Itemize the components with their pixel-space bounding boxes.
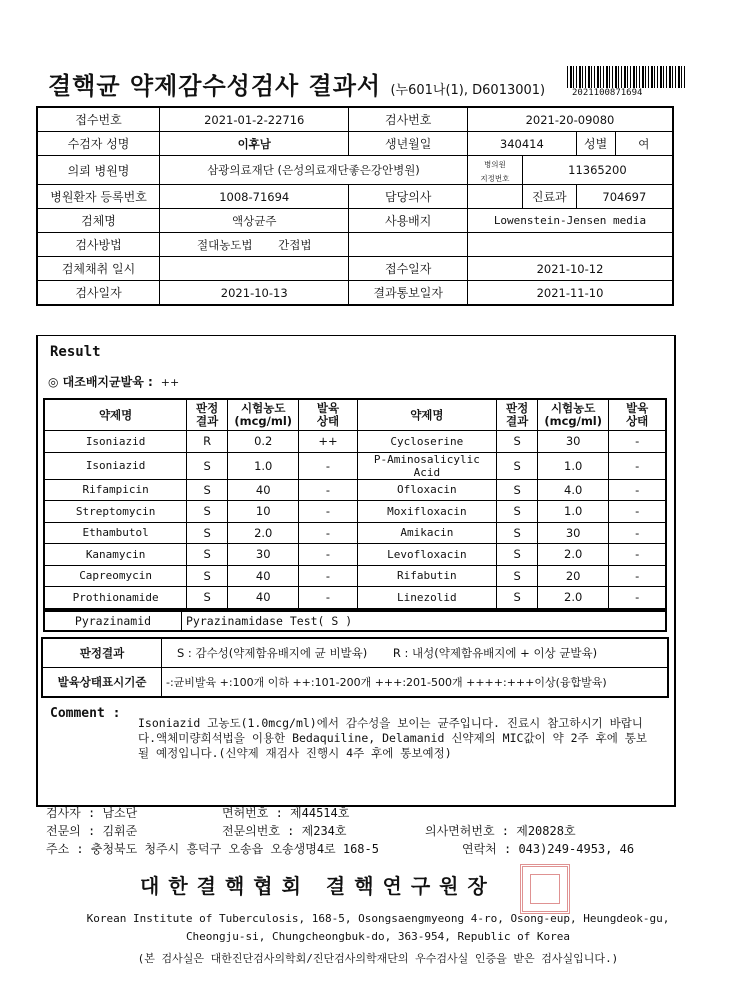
drug-cell-l-drug: Isoniazid xyxy=(44,452,187,479)
drug-cell-r-growth: - xyxy=(609,565,666,587)
address-en-1: Korean Institute of Tuberculosis, 168-5, Osongsaengmyeong 4-ro, Osong-eup, Heungdeok-gu, xyxy=(86,912,670,925)
pyrazinamide-label: Pyrazinamid xyxy=(44,611,182,631)
hospital: 삼광의료재단 (은성의료재단좋은강안병원) xyxy=(160,156,468,185)
drug-cell-l-growth: ++ xyxy=(299,431,357,453)
drug-cell-l-res: S xyxy=(187,565,228,587)
report-date-label: 결과통보일자 xyxy=(349,281,468,306)
drug-cell-l-res: S xyxy=(187,587,228,609)
drug-cell-r-growth: - xyxy=(609,452,666,479)
drug-cell-r-growth: - xyxy=(609,501,666,523)
drug-cell-l-conc: 1.0 xyxy=(228,452,299,479)
drug-cell-l-conc: 40 xyxy=(228,587,299,609)
judgement-s: S : 감수성(약제함유배지에 균 비발육) xyxy=(176,646,368,660)
hospital-code-label-2: 지정번호 xyxy=(480,174,510,183)
phone: 연락처 : 043)249-4953, 46 xyxy=(462,842,635,856)
drug-cell-r-growth: - xyxy=(609,587,666,609)
patient-name-label: 수검자 성명 xyxy=(37,132,160,156)
drug-cell-l-drug: Rifampicin xyxy=(44,479,187,501)
drug-cell-r-drug: P-Aminosalicylic Acid xyxy=(357,452,497,479)
dept: 704697 xyxy=(576,185,673,209)
drug-cell-l-conc: 2.0 xyxy=(228,522,299,544)
address: 주소 : 충청북도 청주시 흥덕구 오송읍 오송생명4로 168-5 xyxy=(46,842,379,856)
report-code: (누601나(1), D6013001) xyxy=(390,83,546,98)
judgement-legend xyxy=(162,638,669,668)
drug-cell-r-res: S xyxy=(497,479,538,501)
dept-label: 진료과 xyxy=(522,185,576,209)
header-conc: 시험농도 (mcg/ml) xyxy=(537,399,608,431)
organization-name: 대한결핵협회 결핵연구원장 xyxy=(140,874,496,898)
drug-cell-l-growth: - xyxy=(299,501,357,523)
drug-cell-l-drug: Streptomycin xyxy=(44,501,187,523)
collect-date xyxy=(160,257,349,281)
empty-cell xyxy=(467,233,673,257)
test-no-label: 검사번호 xyxy=(349,107,468,132)
birth-label: 생년월일 xyxy=(349,132,468,156)
legend-table xyxy=(41,637,669,698)
drug-cell-r-res: S xyxy=(497,544,538,566)
drug-cell-r-conc: 30 xyxy=(537,431,608,453)
hospital-label: 의뢰 병원명 xyxy=(37,156,160,185)
sex: 여 xyxy=(615,132,673,156)
specialist-no: 전문의번호 : 제234호 xyxy=(222,824,347,838)
drug-cell-l-drug: Kanamycin xyxy=(44,544,187,566)
specimen: 액상균주 xyxy=(160,209,349,233)
table-row xyxy=(44,501,666,523)
growth-legend: -:균비발육 +:100개 이하 ++:101-200개 +++:201-500개 ++++:+++이상(융합발육) xyxy=(162,668,669,698)
drug-cell-l-res: S xyxy=(187,501,228,523)
table-row xyxy=(44,587,666,609)
drug-cell-l-res: S xyxy=(187,544,228,566)
drug-cell-r-growth: - xyxy=(609,544,666,566)
method-1: 절대농도법 xyxy=(196,237,253,252)
hospital-code-label xyxy=(467,156,522,185)
drug-cell-r-conc: 20 xyxy=(537,565,608,587)
drug-cell-r-drug: Rifabutin xyxy=(357,565,497,587)
growth-legend-label: 발육상태표시기준 xyxy=(42,668,162,698)
doctor-label: 담당의사 xyxy=(349,185,468,209)
table-row xyxy=(44,522,666,544)
examiner: 검사자 : 남소단 xyxy=(46,806,138,820)
method-label: 검사방법 xyxy=(37,233,160,257)
drug-cell-r-res: S xyxy=(497,501,538,523)
patient-name: 이후남 xyxy=(160,132,349,156)
drug-cell-r-drug: Cycloserine xyxy=(357,431,497,453)
drug-cell-l-drug: Ethambutol xyxy=(44,522,187,544)
reg-no-label: 병원환자 등록번호 xyxy=(37,185,160,209)
control-growth-value: ++ xyxy=(160,376,180,389)
receipt-no-label: 접수번호 xyxy=(37,107,160,132)
receive-date: 2021-10-12 xyxy=(467,257,673,281)
medium: Lowenstein-Jensen media xyxy=(467,209,673,233)
drug-cell-r-growth: - xyxy=(609,431,666,453)
drug-cell-l-growth: - xyxy=(299,452,357,479)
drug-cell-r-res: S xyxy=(497,522,538,544)
drug-cell-l-growth: - xyxy=(299,522,357,544)
comment-text: Isoniazid 고농도(1.0mcg/ml)에서 감수성을 보이는 균주입니다. 진료시 참고하시기 바랍니다.액체미량희석법을 이용한 Bedaquiline, Delamanid 신약제의 MIC값이 약 2주 후에 통보 될 예정입니다.(신약제 재검사 진행시 4주 후에 통보예정) xyxy=(138,716,647,760)
drug-susceptibility-table xyxy=(43,398,667,610)
hospital-code: 11365200 xyxy=(522,156,673,185)
specialist: 전문의 : 김휘준 xyxy=(46,824,138,838)
drug-cell-l-res: R xyxy=(187,431,228,453)
header-judgement: 판정 결과 xyxy=(497,399,538,431)
hospital-code-label-1: 병의원 xyxy=(484,160,506,169)
pyrazinamide-value: Pyrazinamidase Test( S ) xyxy=(182,611,667,631)
patient-info-table xyxy=(36,106,674,306)
drug-cell-r-drug: Ofloxacin xyxy=(357,479,497,501)
header-conc: 시험농도 (mcg/ml) xyxy=(228,399,299,431)
test-date-label: 검사일자 xyxy=(37,281,160,306)
drug-cell-l-conc: 40 xyxy=(228,565,299,587)
report-date: 2021-11-10 xyxy=(467,281,673,306)
drug-cell-r-conc: 30 xyxy=(537,522,608,544)
drug-cell-r-conc: 2.0 xyxy=(537,587,608,609)
doctor xyxy=(467,185,522,209)
sex-label: 성별 xyxy=(576,132,615,156)
receipt-no: 2021-01-2-22716 xyxy=(160,107,349,132)
drug-cell-r-conc: 2.0 xyxy=(537,544,608,566)
drug-cell-l-growth: - xyxy=(299,544,357,566)
drug-cell-l-conc: 30 xyxy=(228,544,299,566)
drug-cell-r-res: S xyxy=(497,565,538,587)
barcode xyxy=(567,66,687,88)
header-judgement: 판정 결과 xyxy=(187,399,228,431)
drug-cell-l-growth: - xyxy=(299,587,357,609)
table-row xyxy=(44,479,666,501)
drug-cell-r-growth: - xyxy=(609,479,666,501)
medium-label: 사용배지 xyxy=(349,209,468,233)
drug-cell-l-growth: - xyxy=(299,565,357,587)
drug-cell-r-res: S xyxy=(497,452,538,479)
address-en-2: Cheongju-si, Chungcheongbuk-do, 363-954, Republic of Korea xyxy=(185,930,571,943)
control-growth-label: ◎ 대조배지균발육 : xyxy=(48,375,153,389)
empty-cell xyxy=(349,233,468,257)
drug-cell-l-drug: Isoniazid xyxy=(44,431,187,453)
drug-cell-l-conc: 40 xyxy=(228,479,299,501)
pyrazinamide-row xyxy=(43,610,667,632)
judgement-r: R : 내성(약제함유배지에 + 이상 균발육) xyxy=(392,646,598,660)
header-growth: 발육 상태 xyxy=(609,399,666,431)
table-row xyxy=(44,565,666,587)
report-title-text: 결핵균 약제감수성검사 결과서 xyxy=(48,71,382,100)
drug-cell-l-res: S xyxy=(187,479,228,501)
examiner-license: 면허번호 : 제44514호 xyxy=(222,806,350,820)
drug-cell-l-growth: - xyxy=(299,479,357,501)
drug-cell-l-res: S xyxy=(187,522,228,544)
drug-cell-l-conc: 10 xyxy=(228,501,299,523)
header-drug: 약제명 xyxy=(357,399,497,431)
drug-cell-r-conc: 4.0 xyxy=(537,479,608,501)
report-title xyxy=(48,66,545,101)
table-row xyxy=(44,544,666,566)
method xyxy=(160,233,349,257)
header-growth: 발육 상태 xyxy=(299,399,357,431)
drug-cell-r-drug: Moxifloxacin xyxy=(357,501,497,523)
birth: 340414 xyxy=(467,132,576,156)
barcode-number: 2021100871694 xyxy=(572,88,643,98)
result-heading: Result xyxy=(50,344,101,360)
drug-cell-r-growth: - xyxy=(609,522,666,544)
drug-cell-r-drug: Linezolid xyxy=(357,587,497,609)
drug-cell-r-drug: Levofloxacin xyxy=(357,544,497,566)
drug-cell-r-conc: 1.0 xyxy=(537,452,608,479)
drug-cell-l-drug: Capreomycin xyxy=(44,565,187,587)
drug-cell-l-conc: 0.2 xyxy=(228,431,299,453)
table-row xyxy=(44,431,666,453)
official-seal xyxy=(520,864,570,914)
method-2: 간접법 xyxy=(278,237,312,252)
control-growth xyxy=(48,373,179,390)
comment-label: Comment : xyxy=(50,706,121,721)
doctor-license: 의사면허번호 : 제20828호 xyxy=(425,824,576,838)
receive-date-label: 접수일자 xyxy=(349,257,468,281)
drug-cell-r-res: S xyxy=(497,431,538,453)
test-date: 2021-10-13 xyxy=(160,281,349,306)
drug-cell-r-res: S xyxy=(497,587,538,609)
test-no: 2021-20-09080 xyxy=(467,107,673,132)
certification-note: (본 검사실은 대한진단검사의학회/진단검사의학재단의 우수검사실 인증을 받은 검사실입니다.) xyxy=(137,952,619,965)
drug-cell-r-drug: Amikacin xyxy=(357,522,497,544)
drug-cell-l-res: S xyxy=(187,452,228,479)
table-row xyxy=(44,452,666,479)
collect-date-label: 검체채취 일시 xyxy=(37,257,160,281)
judgement-legend-label: 판정결과 xyxy=(42,638,162,668)
header-drug: 약제명 xyxy=(44,399,187,431)
drug-cell-r-conc: 1.0 xyxy=(537,501,608,523)
specimen-label: 검체명 xyxy=(37,209,160,233)
reg-no: 1008-71694 xyxy=(160,185,349,209)
drug-cell-l-drug: Prothionamide xyxy=(44,587,187,609)
